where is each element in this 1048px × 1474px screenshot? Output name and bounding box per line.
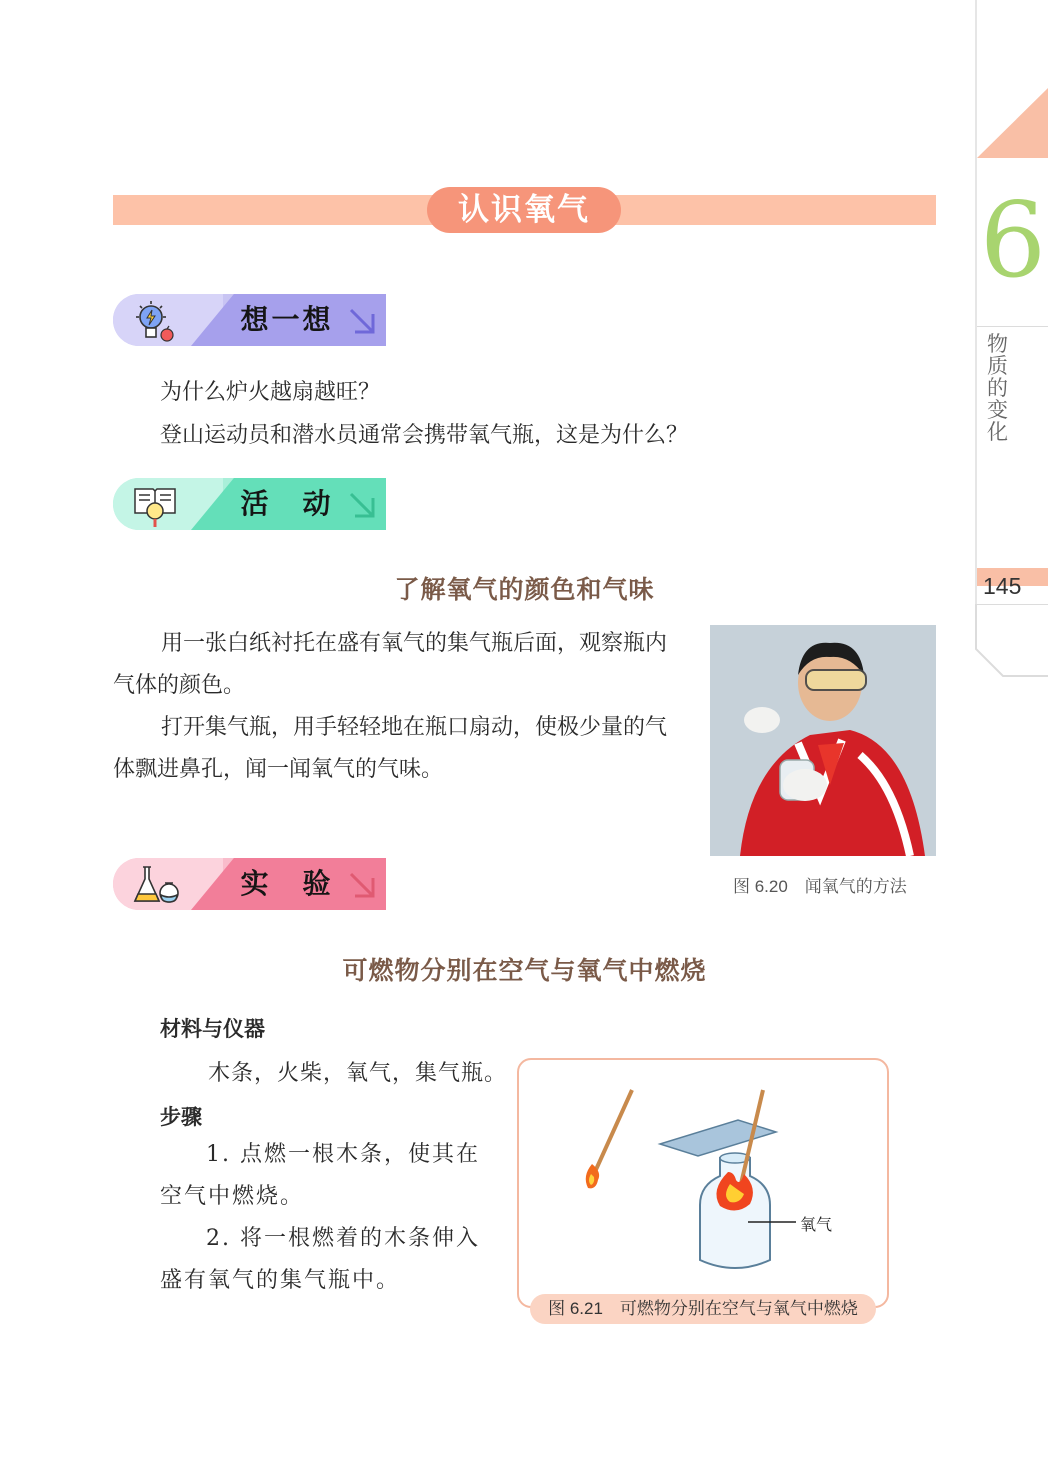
step-2: 2. 将一根燃着的木条伸入盛有氧气的集气瓶中。 [160,1226,480,1293]
burning-stick-illustration [560,1080,860,1280]
side-tab-line [975,0,977,645]
activity-label: 活 动 [240,487,334,520]
figure-6-20-caption: 图 6.20 闻氧气的方法 [733,877,907,896]
think-question-2: 登山运动员和潜水员通常会携带氧气瓶，这是为什么？ [160,423,689,448]
experiment-badge [113,858,386,910]
student-smelling-oxygen-photo [710,625,936,856]
chapter-title: 物质的变化 [987,332,1008,444]
steps-heading: 步骤 [160,1105,202,1129]
arrow-icon [345,304,379,338]
activity-paragraph-1: 用一张白纸衬托在盛有氧气的集气瓶后面，观察瓶内气体的颜色。 [113,631,668,698]
chapter-number: 6 [979,179,1047,301]
side-tab-divider [977,326,1048,327]
think-question-1: 为什么炉火越扇越旺？ [160,380,381,405]
section-title: 认识氧气 [427,187,621,233]
figure-6-21-caption: 图 6.21 可燃物分别在空气与氧气中燃烧 [548,1299,858,1318]
arrow-icon [345,868,379,902]
page-number: 145 [983,573,1022,599]
book-magnifier-icon [131,483,179,529]
think-label: 想一想 [240,303,334,336]
side-tab-corner-decoration [977,88,1048,158]
page-tab-outline [975,604,1048,678]
materials-heading: 材料与仪器 [160,1017,265,1041]
oxygen-label: 氧气 [800,1215,833,1234]
experiment-title: 可燃物分别在空气与氧气中燃烧 [342,956,707,985]
activity-title: 了解氧气的颜色和气味 [394,575,655,604]
think-badge [113,294,386,346]
activity-badge [113,478,386,530]
experiment-label: 实 验 [240,867,334,900]
activity-paragraph-2: 打开集气瓶，用手轻轻地在瓶口扇动，使极少量的气体飘进鼻孔，闻一闻氧气的气味。 [113,715,668,782]
step-1: 1. 点燃一根木条，使其在空气中燃烧。 [160,1142,480,1209]
materials-text: 木条，火柴，氧气，集气瓶。 [208,1061,508,1086]
arrow-icon [345,488,379,522]
lightbulb-icon [131,299,179,343]
flask-icon [131,863,183,909]
